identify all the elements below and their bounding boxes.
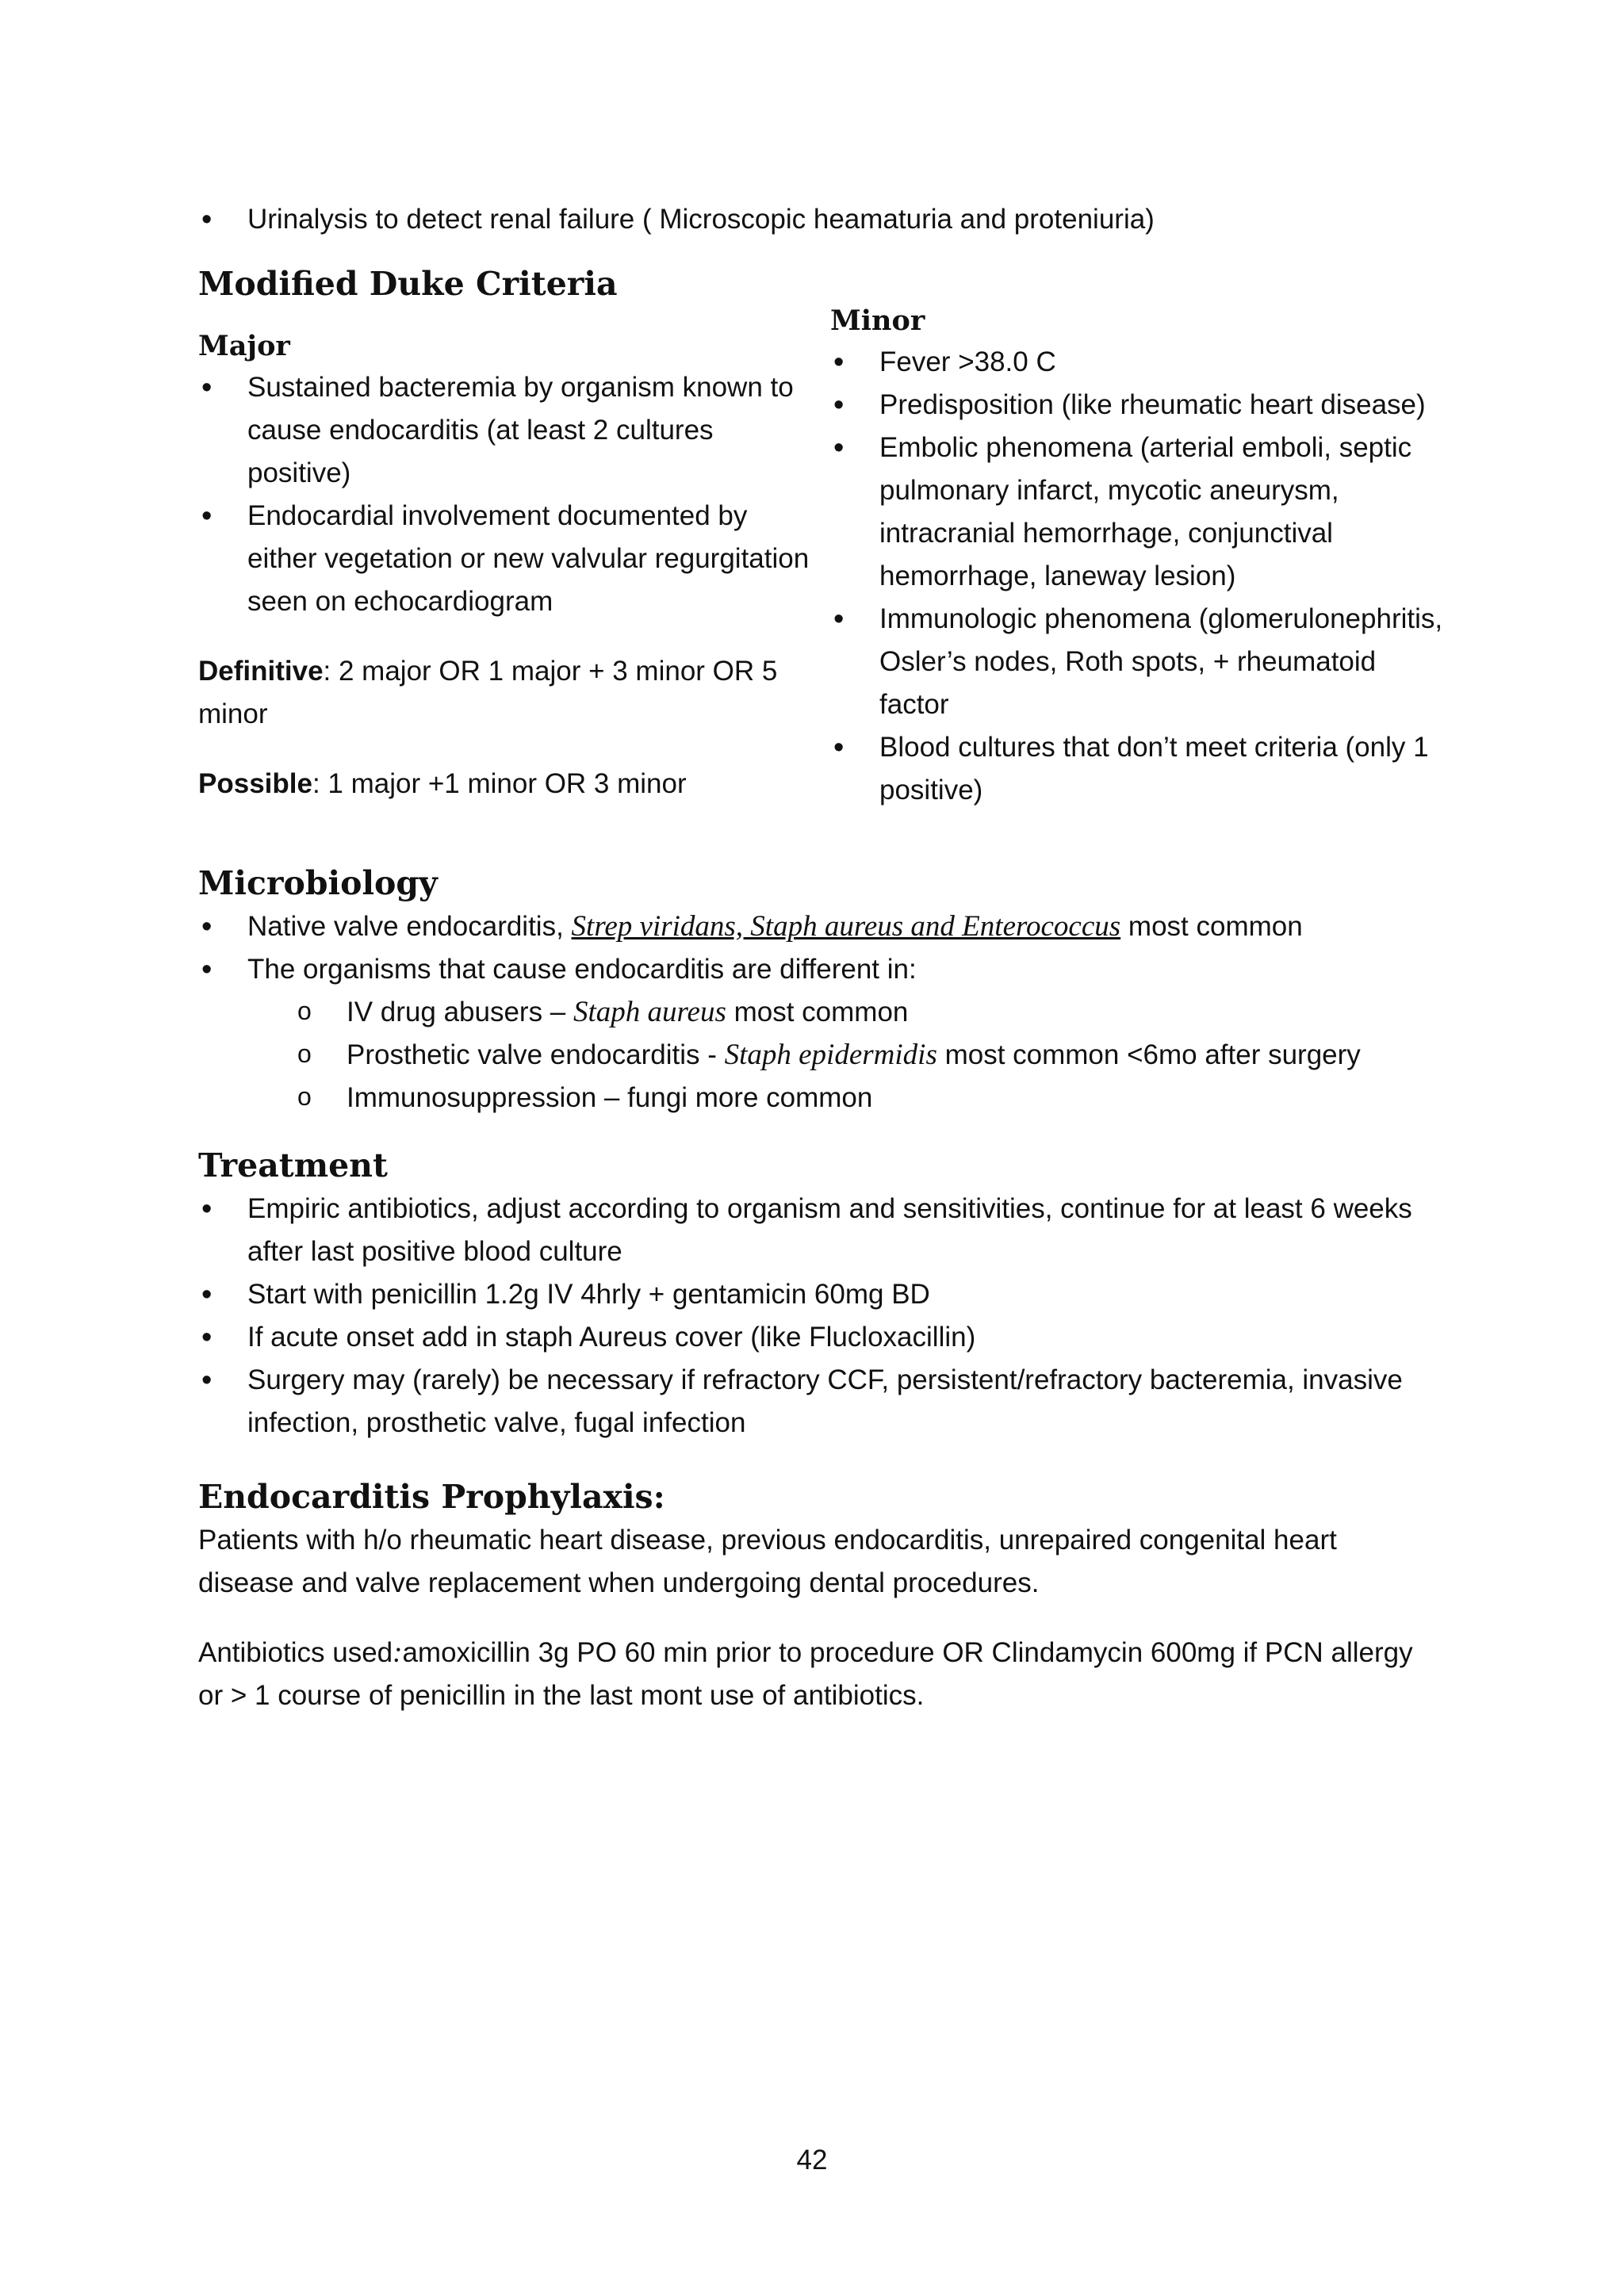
sub-item-suffix: most common <box>726 997 909 1027</box>
list-item: • Predisposition (like rheumatic heart disease) <box>830 384 1449 427</box>
list-item: • Surgery may (rarely) be necessary if refractory CCF, persistent/refractory bacteremia, invasive infection, prosthetic valve, fugal infection <box>198 1359 1435 1445</box>
minor-column <box>830 301 1449 812</box>
minor-list <box>830 341 1449 812</box>
sub-item-text: Prosthetic valve endocarditis - <box>347 1039 725 1070</box>
list-item: • Start with penicillin 1.2g IV 4hrly + gentamicin 60mg BD <box>198 1273 1435 1316</box>
definitive-text <box>198 650 817 736</box>
sub-list-item <box>198 991 1435 1034</box>
document-page <box>198 190 1443 1717</box>
list-item: • Empiric antibiotics, adjust according to organism and sensitivities, continue for at least 6 weeks after last positive blood culture <box>198 1188 1435 1273</box>
major-list <box>198 366 817 623</box>
section-heading-prophylaxis: Endocarditis Prophylaxis: <box>198 1478 665 1516</box>
possible-value: : 1 major +1 minor OR 3 minor <box>312 768 687 799</box>
sub-item-suffix: most common <6mo after surgery <box>936 1039 1361 1070</box>
native-valve-organisms: Strep viridans, Staph aureus and Enterococcus <box>571 910 1121 943</box>
minor-heading: Minor <box>830 304 925 337</box>
top-bullet-list <box>198 198 1435 241</box>
possible-label: Possible <box>198 768 312 799</box>
sub-list-item <box>198 1077 1435 1119</box>
major-column <box>198 327 817 806</box>
section-heading-microbiology: Microbiology <box>198 864 438 902</box>
page-number: 42 <box>796 2145 828 2175</box>
microbiology-sublist <box>198 991 1435 1119</box>
sub-item-organism: Staph epidermidis <box>724 1039 937 1071</box>
sub-item-text: IV drug abusers – <box>347 997 573 1027</box>
native-valve-suffix: most common <box>1120 911 1303 942</box>
list-item: • Immunologic phenomena (glomerulonephritis, Osler’s nodes, Roth spots, + rheumatoid factor <box>830 598 1449 726</box>
sub-item-organism: Staph aureus <box>573 996 726 1028</box>
list-item: • Endocardial involvement documented by either vegetation or new valvular regurgitation seen on echocardiogram <box>198 495 817 623</box>
list-item: • Urinalysis to detect renal failure ( Microscopic heamaturia and proteniuria) <box>198 198 1435 241</box>
definitive-value: : 2 major OR 1 major + 3 minor OR 5 minor <box>198 656 778 729</box>
list-item: • If acute onset add in staph Aureus cover (like Flucloxacillin) <box>198 1316 1435 1359</box>
list-item <box>198 905 1435 948</box>
list-item: • The organisms that cause endocarditis are different in: <box>198 948 1435 991</box>
native-valve-text: Native valve endocarditis, <box>247 911 572 942</box>
list-item: • Fever >38.0 C <box>830 341 1449 384</box>
section-heading-duke: Modified Duke Criteria <box>198 265 618 303</box>
treatment-list <box>198 1188 1435 1445</box>
possible-text <box>198 763 817 806</box>
major-heading: Major <box>198 330 290 362</box>
definitive-label: Definitive <box>198 656 324 687</box>
sub-item-text: Immunosuppression – fungi more common <box>347 1082 873 1113</box>
antibiotics-text: amoxicillin 3g PO 60 min prior to procedure OR Clindamycin 600mg if PCN allergy or > 1 course of penicillin in the last mont use of antibiotics. <box>198 1637 1413 1711</box>
antibiotics-label: Antibiotics used <box>198 1637 393 1668</box>
section-heading-treatment: Treatment <box>198 1146 388 1184</box>
list-item: • Embolic phenomena (arterial emboli, septic pulmonary infarct, mycotic aneurysm, intracranial hemorrhage, conjunctival hemorrhage, laneway lesion) <box>830 427 1449 598</box>
duke-criteria-columns <box>198 304 1443 861</box>
microbiology-list <box>198 905 1435 991</box>
list-item: • Blood cultures that don’t meet criteria (only 1 positive) <box>830 726 1449 812</box>
prophylaxis-indications: Patients with h/o rheumatic heart disease, previous endocarditis, unrepaired congenital heart disease and valve replacement when undergoing dental procedures. <box>198 1525 1337 1598</box>
list-item: • Sustained bacteremia by organism known to cause endocarditis (at least 2 cultures positive) <box>198 366 817 495</box>
prophylaxis-antibiotics <box>198 1632 1435 1717</box>
sub-list-item <box>198 1034 1435 1077</box>
antibiotics-colon: : <box>393 1636 403 1669</box>
